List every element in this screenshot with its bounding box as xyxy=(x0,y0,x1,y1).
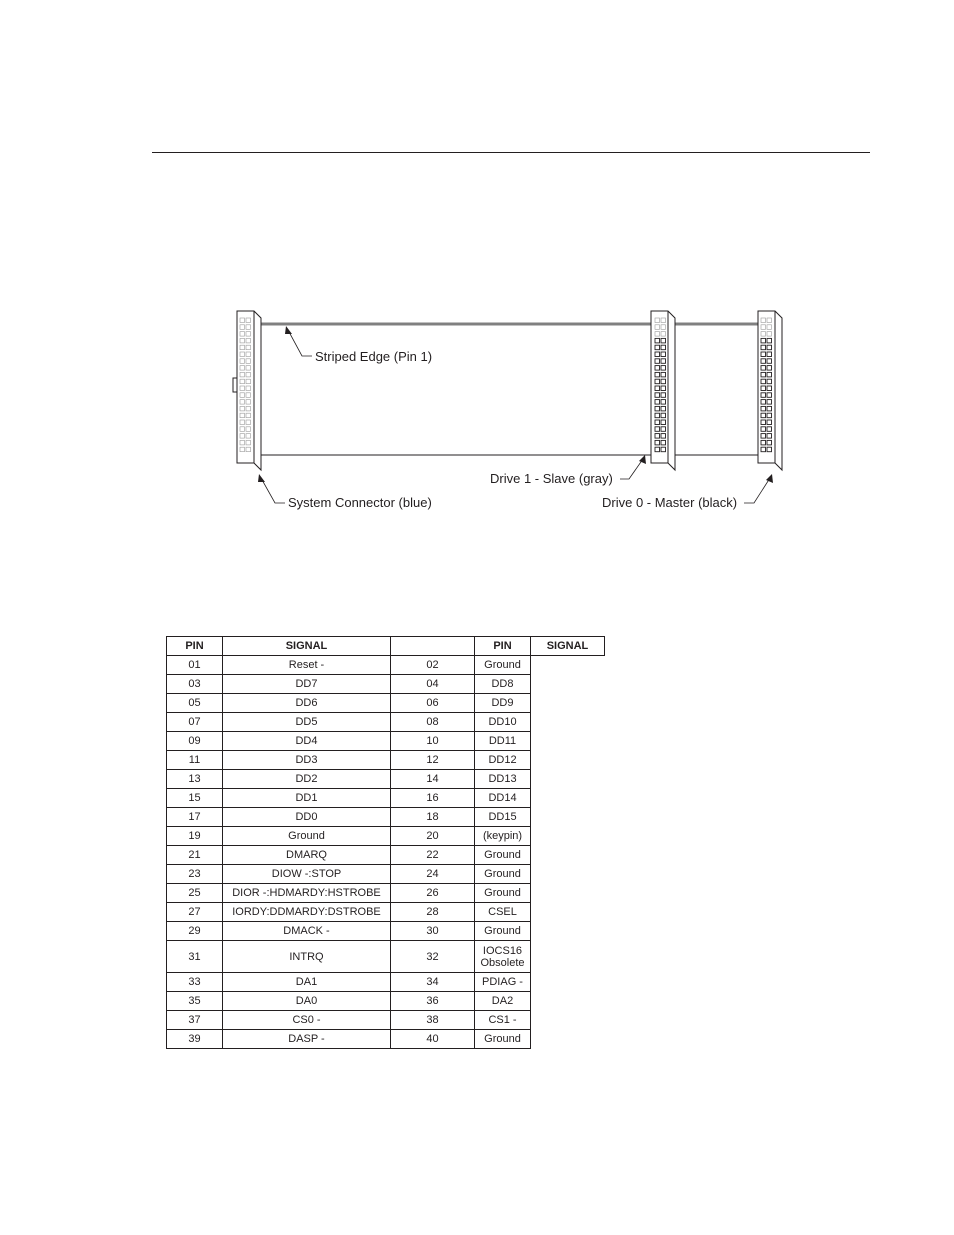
signal-header-right: SIGNAL xyxy=(531,637,605,656)
pin-hole xyxy=(246,440,251,445)
pin-hole xyxy=(240,338,245,343)
pin-hole xyxy=(661,359,666,364)
pin-hole xyxy=(240,379,245,384)
pin-hole xyxy=(767,400,772,405)
table-row xyxy=(167,903,605,922)
pin-left: 03 xyxy=(167,675,223,694)
pin-hole xyxy=(655,400,660,405)
pin-right: 20 xyxy=(391,827,475,846)
table-row xyxy=(167,713,605,732)
pin-right: 12 xyxy=(391,751,475,770)
pin-hole xyxy=(767,393,772,398)
pin-hole xyxy=(761,325,766,330)
pin-hole xyxy=(761,427,766,432)
pin-hole xyxy=(767,366,772,371)
pin-hole xyxy=(655,366,660,371)
pin-hole xyxy=(767,440,772,445)
pin-hole xyxy=(661,427,666,432)
pin-left: 09 xyxy=(167,732,223,751)
signal-right: Ground xyxy=(475,922,531,941)
pin-hole xyxy=(246,345,251,350)
table-row xyxy=(167,992,605,1011)
table-row xyxy=(167,941,605,973)
pin-hole xyxy=(661,318,666,323)
pin-hole xyxy=(240,345,245,350)
pin-hole xyxy=(661,434,666,439)
pin-left: 27 xyxy=(167,903,223,922)
signal-left: DD2 xyxy=(223,770,391,789)
table-row xyxy=(167,770,605,789)
pin-hole xyxy=(655,427,660,432)
pin-right: 06 xyxy=(391,694,475,713)
pin-hole xyxy=(246,332,251,337)
pin-right: 32 xyxy=(391,941,475,973)
pin-hole xyxy=(655,386,660,391)
pin-hole xyxy=(655,318,660,323)
pin-hole xyxy=(240,440,245,445)
pin-hole xyxy=(240,420,245,425)
pin-hole xyxy=(246,359,251,364)
signal-left: DIOW -:STOP xyxy=(223,865,391,884)
signal-left: DD5 xyxy=(223,713,391,732)
pin-hole xyxy=(240,352,245,357)
pin-left: 31 xyxy=(167,941,223,973)
pin-hole xyxy=(767,427,772,432)
table-row xyxy=(167,846,605,865)
striped-edge-callout xyxy=(285,326,312,356)
pin-header-right: PIN xyxy=(475,637,531,656)
table-row xyxy=(167,827,605,846)
pin-right: 02 xyxy=(391,656,475,675)
pin-hole xyxy=(661,440,666,445)
pin-hole xyxy=(246,447,251,452)
pin-left: 05 xyxy=(167,694,223,713)
pin-hole xyxy=(661,345,666,350)
pin-hole xyxy=(767,359,772,364)
signal-header-left: SIGNAL xyxy=(223,637,391,656)
pin-hole xyxy=(767,338,772,343)
signal-right-line2: Obsolete xyxy=(480,956,525,969)
drive1-connector xyxy=(651,311,675,470)
pin-hole xyxy=(240,413,245,418)
table-row xyxy=(167,789,605,808)
table-row xyxy=(167,865,605,884)
pin-hole xyxy=(240,359,245,364)
signal-left: DD6 xyxy=(223,694,391,713)
pin-left: 13 xyxy=(167,770,223,789)
pin-right: 04 xyxy=(391,675,475,694)
pin-left: 37 xyxy=(167,1011,223,1030)
table-row xyxy=(167,732,605,751)
pin-hole xyxy=(661,413,666,418)
table-row xyxy=(167,922,605,941)
signal-right: Ground xyxy=(475,656,531,675)
signal-right: DD13 xyxy=(475,770,531,789)
pin-hole xyxy=(240,447,245,452)
pin-hole xyxy=(761,338,766,343)
pin-hole xyxy=(761,379,766,384)
pin-hole xyxy=(655,332,660,337)
pin-hole xyxy=(761,345,766,350)
pin-right: 10 xyxy=(391,732,475,751)
pin-hole xyxy=(240,372,245,377)
table-row xyxy=(167,808,605,827)
pin-hole xyxy=(661,386,666,391)
signal-left: DD1 xyxy=(223,789,391,808)
pin-hole xyxy=(655,359,660,364)
pin-hole xyxy=(246,420,251,425)
drive0-connector xyxy=(758,311,782,470)
pin-hole xyxy=(246,400,251,405)
pin-hole xyxy=(761,393,766,398)
pin-right: 28 xyxy=(391,903,475,922)
pin-hole xyxy=(246,366,251,371)
pin-hole xyxy=(246,325,251,330)
table-row xyxy=(167,1030,605,1049)
signal-right: DD9 xyxy=(475,694,531,713)
pin-hole xyxy=(655,420,660,425)
pin-hole xyxy=(655,447,660,452)
pin-right: 08 xyxy=(391,713,475,732)
drive1-callout xyxy=(620,455,646,479)
pin-hole xyxy=(240,332,245,337)
pin-hole xyxy=(246,318,251,323)
pin-hole xyxy=(761,318,766,323)
pin-hole xyxy=(655,345,660,350)
signal-left: INTRQ xyxy=(223,941,391,973)
signal-left: DD3 xyxy=(223,751,391,770)
pin-hole xyxy=(246,434,251,439)
system-connector xyxy=(233,311,261,470)
pin-left: 19 xyxy=(167,827,223,846)
pin-left: 35 xyxy=(167,992,223,1011)
pin-hole xyxy=(761,406,766,411)
pin-hole xyxy=(246,352,251,357)
pin-hole xyxy=(761,359,766,364)
pin-right: 26 xyxy=(391,884,475,903)
signal-right: DD15 xyxy=(475,808,531,827)
pin-hole xyxy=(661,352,666,357)
pin-hole xyxy=(661,332,666,337)
pin-hole xyxy=(661,366,666,371)
pin-right: 34 xyxy=(391,973,475,992)
pin-hole xyxy=(246,413,251,418)
pin-hole xyxy=(240,434,245,439)
pin-hole xyxy=(655,379,660,384)
pin-hole xyxy=(761,352,766,357)
table-row xyxy=(167,1011,605,1030)
pin-hole xyxy=(767,372,772,377)
pin-hole xyxy=(246,379,251,384)
table-header-row xyxy=(167,637,605,656)
pin-right: 16 xyxy=(391,789,475,808)
pin-hole xyxy=(246,427,251,432)
pin-hole xyxy=(240,318,245,323)
pin-left: 21 xyxy=(167,846,223,865)
signal-right: DD11 xyxy=(475,732,531,751)
system-connector-callout xyxy=(258,474,285,503)
signal-right: DD12 xyxy=(475,751,531,770)
pin-hole xyxy=(761,400,766,405)
pin-hole xyxy=(246,386,251,391)
signal-left: Reset - xyxy=(223,656,391,675)
signal-right: DA2 xyxy=(475,992,531,1011)
pin-hole xyxy=(655,372,660,377)
pin-hole xyxy=(767,386,772,391)
pin-hole xyxy=(240,366,245,371)
pin-left: 17 xyxy=(167,808,223,827)
pin-right: 30 xyxy=(391,922,475,941)
drive1-label: Drive 1 - Slave (gray) xyxy=(490,471,613,486)
pin-hole xyxy=(761,434,766,439)
pin-hole xyxy=(246,372,251,377)
signal-right-line1: IOCS16 xyxy=(482,944,523,957)
pin-hole xyxy=(655,338,660,343)
table-spacer xyxy=(391,637,475,656)
signal-left: DMACK - xyxy=(223,922,391,941)
signal-left: DD7 xyxy=(223,675,391,694)
pin-right: 14 xyxy=(391,770,475,789)
pin-hole xyxy=(661,379,666,384)
pin-hole xyxy=(767,447,772,452)
signal-right: DD14 xyxy=(475,789,531,808)
pin-left: 01 xyxy=(167,656,223,675)
pin-hole xyxy=(661,420,666,425)
pin-left: 39 xyxy=(167,1030,223,1049)
pin-hole xyxy=(761,372,766,377)
pin-right: 22 xyxy=(391,846,475,865)
pin-hole xyxy=(767,406,772,411)
pin-hole xyxy=(661,372,666,377)
signal-left: DD0 xyxy=(223,808,391,827)
pin-hole xyxy=(655,440,660,445)
pin-left: 07 xyxy=(167,713,223,732)
signal-left: DASP - xyxy=(223,1030,391,1049)
drive0-callout xyxy=(744,474,773,503)
pin-left: 11 xyxy=(167,751,223,770)
pin-header-left: PIN xyxy=(167,637,223,656)
pin-hole xyxy=(761,440,766,445)
pin-hole xyxy=(240,325,245,330)
pin-hole xyxy=(767,420,772,425)
pin-hole xyxy=(767,318,772,323)
signal-left: CS0 - xyxy=(223,1011,391,1030)
pin-hole xyxy=(761,366,766,371)
pin-hole xyxy=(767,345,772,350)
signal-right: CSEL xyxy=(475,903,531,922)
pin-hole xyxy=(661,338,666,343)
pin-hole xyxy=(240,427,245,432)
pin-right: 40 xyxy=(391,1030,475,1049)
signal-right: Ground xyxy=(475,865,531,884)
pin-hole xyxy=(246,406,251,411)
pin-hole xyxy=(246,338,251,343)
signal-left: IORDY:DDMARDY:DSTROBE xyxy=(223,903,391,922)
pin-right: 24 xyxy=(391,865,475,884)
drive0-label: Drive 0 - Master (black) xyxy=(602,495,738,510)
signal-right xyxy=(475,941,531,973)
pin-hole xyxy=(240,400,245,405)
table-row xyxy=(167,751,605,770)
signal-right: Ground xyxy=(475,884,531,903)
pin-hole xyxy=(246,393,251,398)
pin-hole xyxy=(240,386,245,391)
pin-right: 38 xyxy=(391,1011,475,1030)
table-row xyxy=(167,694,605,713)
signal-left: Ground xyxy=(223,827,391,846)
signal-left: DD4 xyxy=(223,732,391,751)
table-row xyxy=(167,973,605,992)
pin-right: 18 xyxy=(391,808,475,827)
pin-hole xyxy=(240,393,245,398)
pin-right: 36 xyxy=(391,992,475,1011)
pin-hole xyxy=(761,413,766,418)
pin-hole xyxy=(655,325,660,330)
signal-left: DA0 xyxy=(223,992,391,1011)
pin-hole xyxy=(767,332,772,337)
signal-right: (keypin) xyxy=(475,827,531,846)
table-row xyxy=(167,675,605,694)
pin-left: 25 xyxy=(167,884,223,903)
pinout-table xyxy=(166,636,605,1049)
pin-hole xyxy=(767,434,772,439)
pin-hole xyxy=(661,393,666,398)
pin-hole xyxy=(661,447,666,452)
table-row xyxy=(167,656,605,675)
signal-left: DIOR -:HDMARDY:HSTROBE xyxy=(223,884,391,903)
ide-cable-diagram xyxy=(0,0,954,560)
pin-left: 33 xyxy=(167,973,223,992)
pin-hole xyxy=(767,352,772,357)
signal-right: DD10 xyxy=(475,713,531,732)
pin-hole xyxy=(767,413,772,418)
pin-hole xyxy=(240,406,245,411)
signal-right: Ground xyxy=(475,846,531,865)
pin-hole xyxy=(655,434,660,439)
pin-left: 15 xyxy=(167,789,223,808)
signal-right: DD8 xyxy=(475,675,531,694)
pin-left: 23 xyxy=(167,865,223,884)
pin-hole xyxy=(661,400,666,405)
pin-hole xyxy=(655,393,660,398)
pin-hole xyxy=(761,420,766,425)
signal-left: DMARQ xyxy=(223,846,391,865)
pin-hole xyxy=(655,406,660,411)
signal-left: DA1 xyxy=(223,973,391,992)
striped-edge-label: Striped Edge (Pin 1) xyxy=(315,349,433,364)
pin-left: 29 xyxy=(167,922,223,941)
pin-hole xyxy=(767,325,772,330)
pin-hole xyxy=(661,406,666,411)
pin-hole xyxy=(767,379,772,384)
pin-hole xyxy=(761,447,766,452)
pin-hole xyxy=(655,413,660,418)
signal-right: CS1 - xyxy=(475,1011,531,1030)
signal-right: Ground xyxy=(475,1030,531,1049)
signal-right: PDIAG - xyxy=(475,973,531,992)
pin-hole xyxy=(761,332,766,337)
pin-hole xyxy=(655,352,660,357)
pin-hole xyxy=(761,386,766,391)
pin-hole xyxy=(661,325,666,330)
table-row xyxy=(167,884,605,903)
system-connector-label: System Connector (blue) xyxy=(288,495,432,510)
